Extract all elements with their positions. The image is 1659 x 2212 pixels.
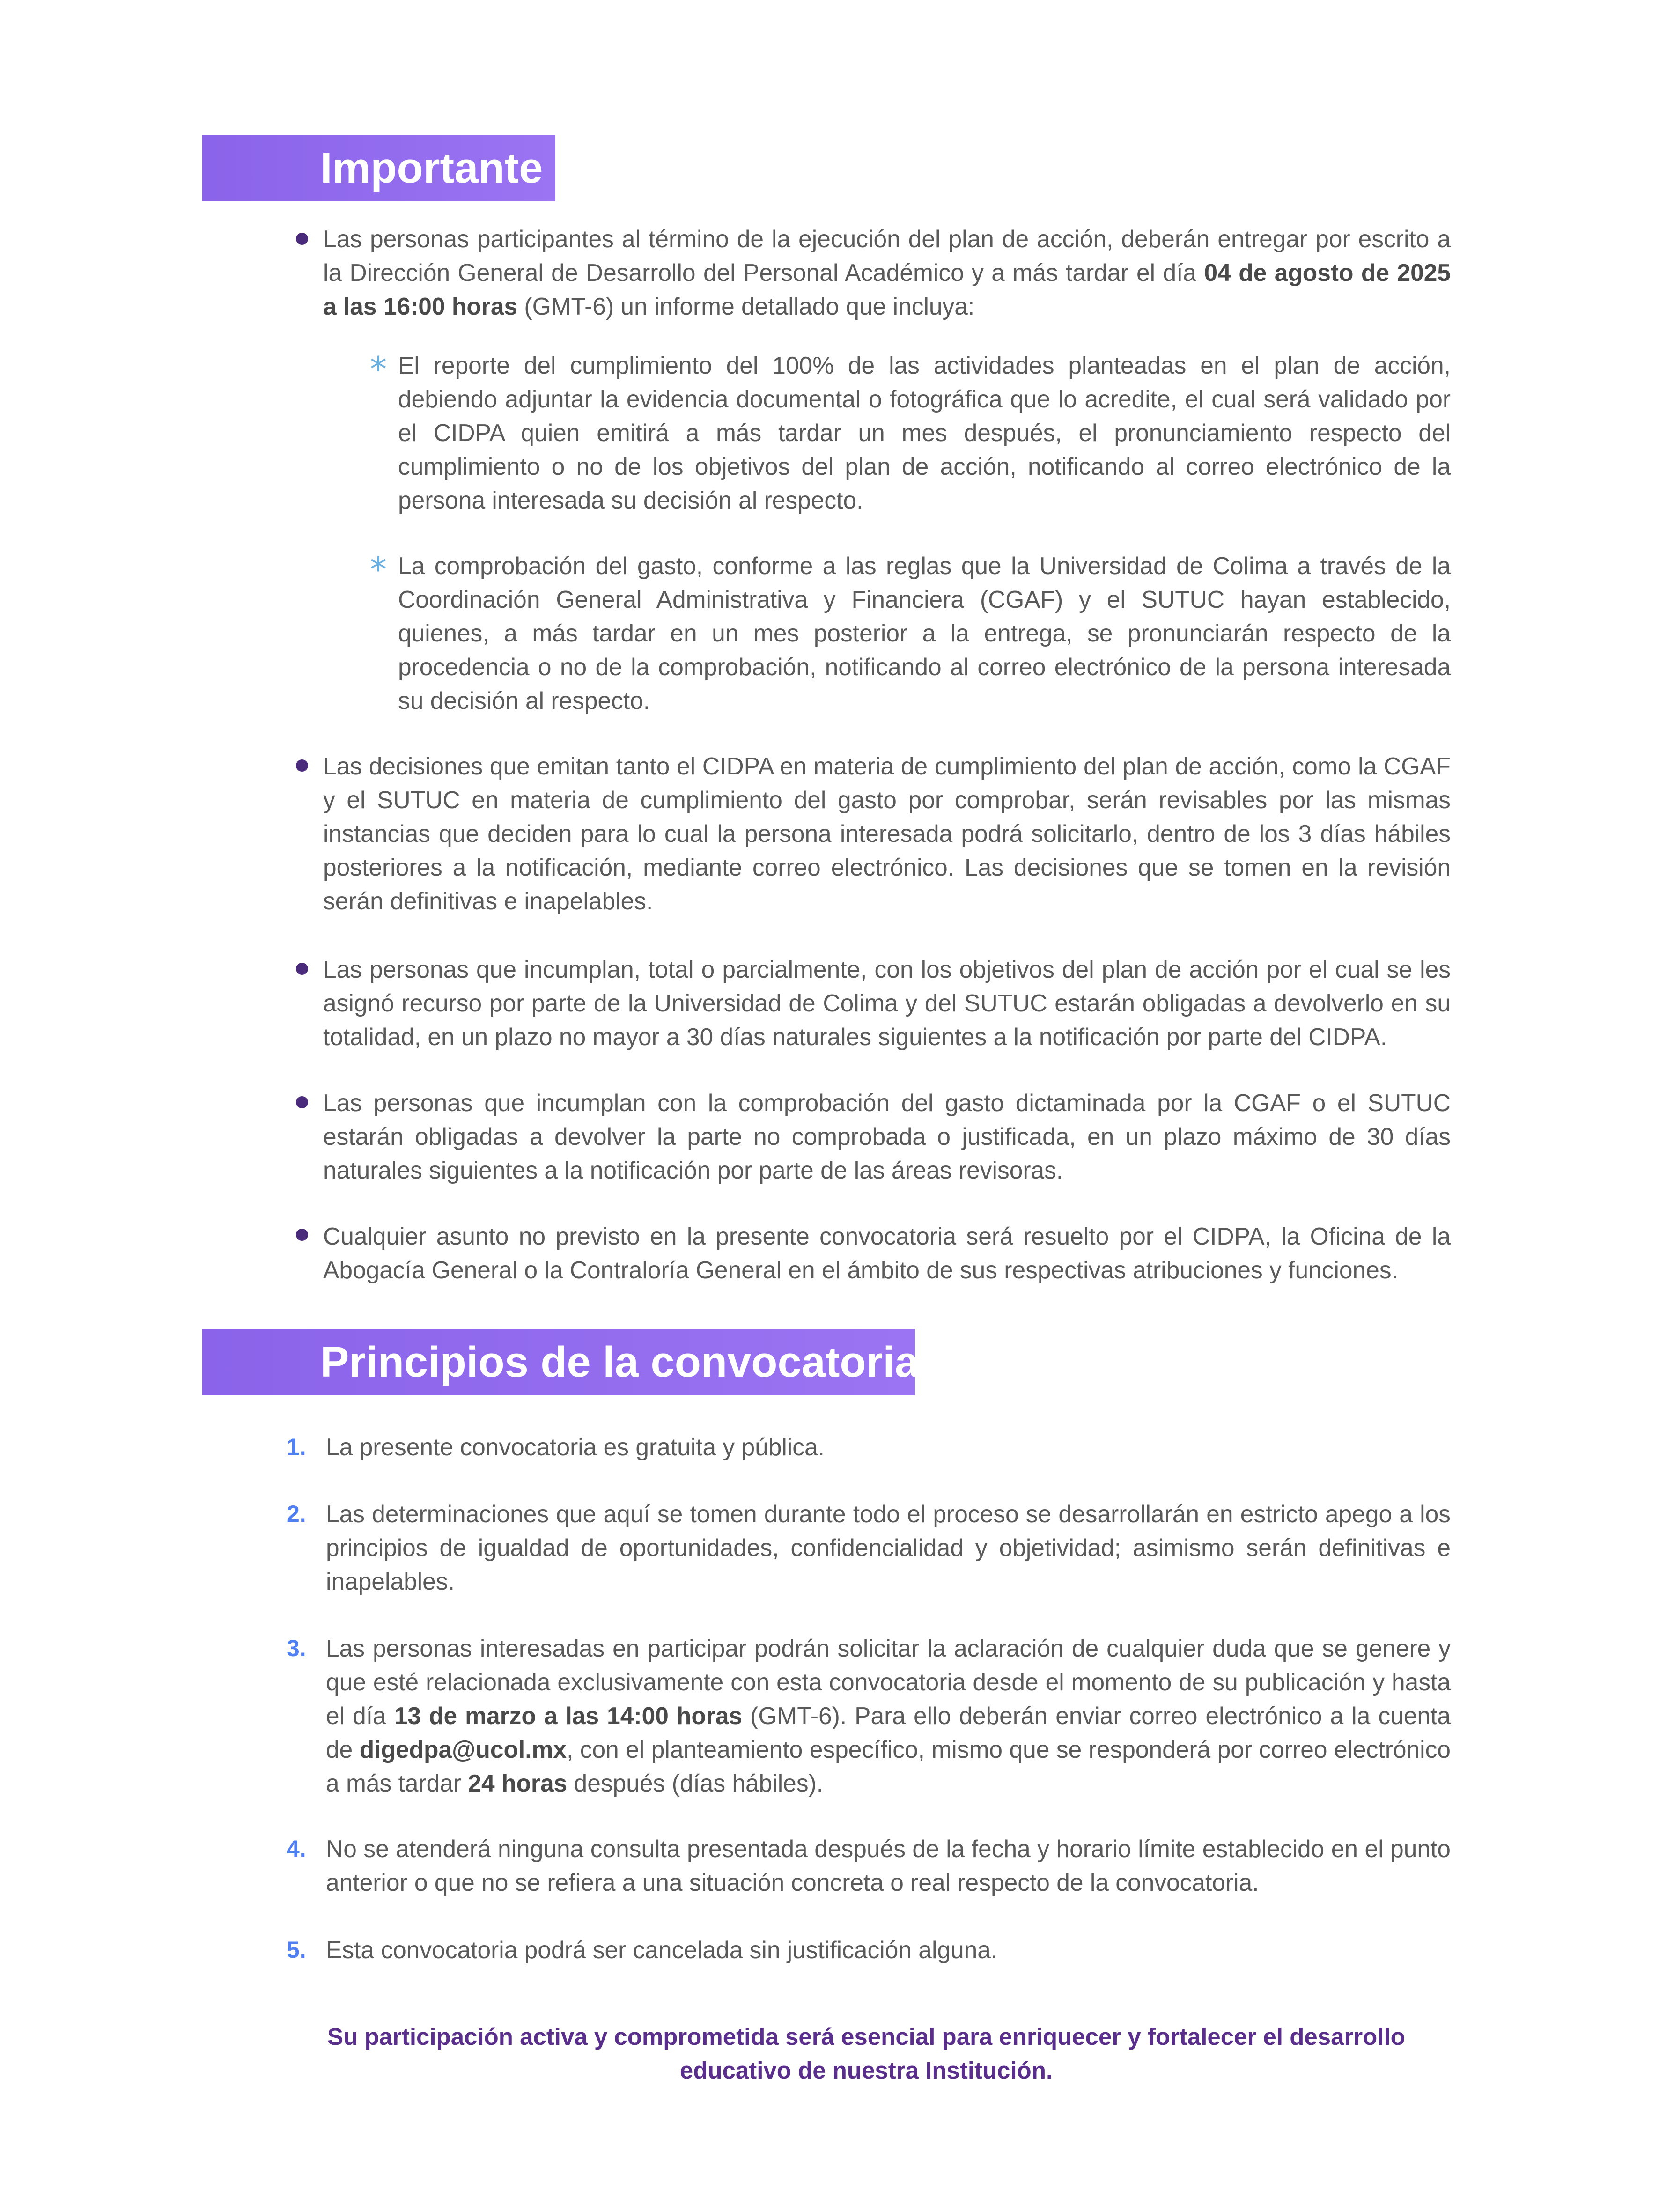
section-banner-importante [202, 135, 555, 201]
principio-4: No se atenderá ninguna consulta presentada después de la fecha y horario límite establecido en el punto anterior o que no se refiera a una situación concreta o real respecto de la convocatoria. [326, 1835, 1451, 1896]
bullet-icon [296, 759, 308, 772]
principio-3-text: Las personas interesadas en participar podrán solicitar la aclaración de cualquier duda que se genere y que esté relacionada exclusivamente con esta convocatoria desde el momento de su publicación y hasta el día [326, 1635, 1451, 1729]
principio-1: La presente convocatoria es gratuita y pública. [326, 1433, 825, 1460]
contact-email: digedpa@ucol.mx [359, 1736, 567, 1763]
response-time: 24 horas [468, 1770, 568, 1797]
principio-5: Esta convocatoria podrá ser cancelada sin justificación alguna. [326, 1936, 998, 1963]
list-number: 4. [287, 1836, 306, 1862]
importante-item-3: Las personas que incumplan, total o parcialmente, con los objetivos del plan de acción por el cual se les asignó recurso por parte de la Universidad de Colima y del SUTUC estarán obligadas a devolverlo en su totalidad, en un plazo no mayor a 30 días naturales siguientes a la notificación por parte del CIDPA. [323, 956, 1451, 1050]
bullet-icon [296, 963, 308, 975]
asterisk-icon: * [370, 550, 387, 589]
deadline-date: 13 de marzo a las 14:00 horas [394, 1702, 743, 1729]
importante-item-4: Las personas que incumplan con la comprobación del gasto dictaminada por la CGAF o el SUTUC estarán obligadas a devolver la parte no comprobada o justificada, en un plazo máximo de 30 días naturales siguientes a la notificación por parte de las áreas revisoras. [323, 1089, 1451, 1184]
asterisk-icon: * [370, 349, 387, 389]
importante-item-2: Las decisiones que emitan tanto el CIDPA en materia de cumplimiento del plan de acción, como la CGAF y el SUTUC en materia de cumplimiento del gasto por comprobar, serán revisables por las mismas instancias que deciden para lo cual la persona interesada podrá solicitarlo, dentro de los 3 días hábiles posteriores a la notificación, mediante correo electrónico. Las decisiones que se tomen en la revisión serán definitivas e inapelables. [323, 752, 1451, 914]
section-title-importante: Importante [320, 144, 543, 192]
section-title-principios: Principios de la convocatoria [320, 1338, 919, 1386]
importante-subitem-1: El reporte del cumplimiento del 100% de las actividades planteadas en el plan de acción, debiendo adjuntar la evidencia documental o fotográfica que lo acredite, el cual será validado por el CIDPA quien emitirá a más tardar un mes después, el pronunciamiento respecto del cumplimiento o no de los objetivos del plan de acción, notificando al correo electrónico de la persona interesada su decisión al respecto. [398, 352, 1451, 514]
list-number: 5. [287, 1937, 306, 1963]
bullet-icon [296, 1096, 308, 1108]
closing-statement: Su participación activa y comprometida será esencial para enriquecer y fortalecer el desarrollo educativo de nuestra Institución. [327, 2023, 1405, 2084]
list-number: 2. [287, 1501, 306, 1527]
item-1-text-end: (GMT-6) un informe detallado que incluya: [517, 293, 975, 320]
bullet-icon [296, 1229, 308, 1241]
importante-subitem-2: La comprobación del gasto, conforme a las reglas que la Universidad de Colima a través de la Coordinación General Administrativa y Financiera (CGAF) y el SUTUC hayan establecido, quienes, a más tardar en un mes posterior a la entrega, se pronunciarán respecto de la procedencia o no de la comprobación, notificando al correo electrónico de la persona interesada su decisión al respecto. [398, 552, 1451, 714]
deadline-date: 04 de agosto de 2025 a las 16:00 horas [323, 259, 1451, 320]
item-1-text: Las personas participantes al término de la ejecución del plan de acción, deberán entregar por escrito a la Dirección General de Desarrollo del Personal Académico y a más tardar el día [323, 225, 1451, 286]
principio-3-text: después (días hábiles). [567, 1770, 824, 1797]
principio-3-text: (GMT-6). Para ello deberán enviar correo electrónico a la cuenta de [326, 1702, 1451, 1763]
principio-3-text: , con el planteamiento específico, mismo que se responderá por correo electrónico a más tardar [326, 1736, 1451, 1797]
list-number: 3. [287, 1635, 306, 1661]
importante-item-1 [323, 222, 1451, 323]
principio-3 [326, 1631, 1451, 1800]
section-banner-principios [202, 1329, 919, 1395]
principio-2: Las determinaciones que aquí se tomen durante todo el proceso se desarrollarán en estricto apego a los principios de igualdad de oportunidades, confidencialidad y objetividad; asimismo serán definitivas e inapelables. [326, 1500, 1451, 1595]
bullet-icon [296, 233, 308, 245]
list-number: 1. [287, 1434, 306, 1460]
importante-item-5: Cualquier asunto no previsto en la presente convocatoria será resuelto por el CIDPA, la Oficina de la Abogacía General o la Contraloría General en el ámbito de sus respectivas atribuciones y funciones. [323, 1223, 1451, 1283]
